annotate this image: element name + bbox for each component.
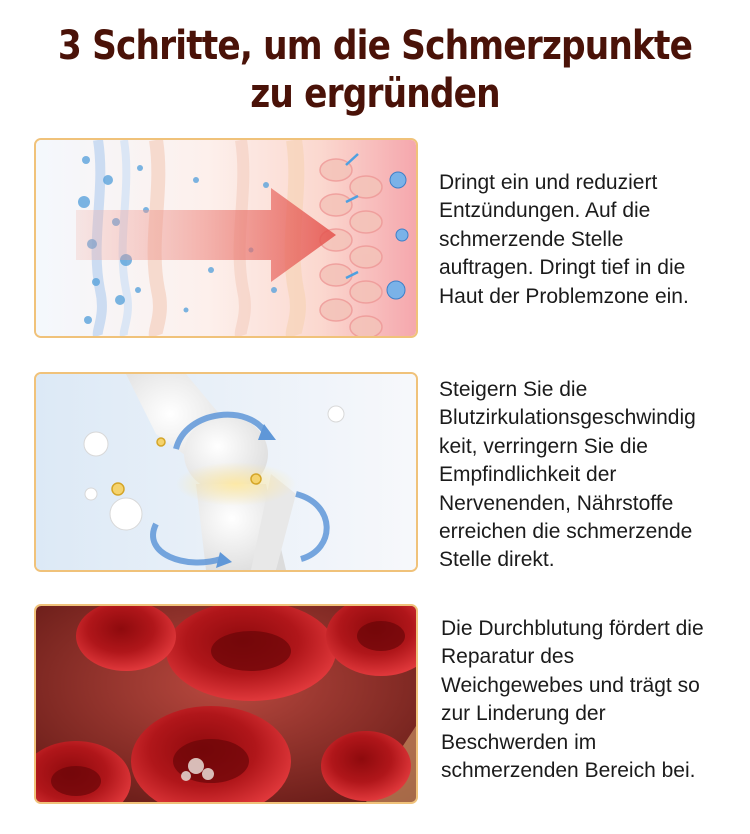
title-line-2: zu ergründen xyxy=(250,71,500,117)
step-1-line: schmerzende Stelle xyxy=(439,227,624,251)
step-3-line: schmerzenden Bereich bei. xyxy=(441,759,696,783)
step-2-line: erreichen die schmerzende xyxy=(439,520,693,544)
step-1-line: Entzündungen. Auf die xyxy=(439,199,651,223)
title-line-1: 3 Schritte, um die Schmerzpunkte xyxy=(57,23,693,69)
step-2-line: keit, verringern Sie die xyxy=(439,434,648,458)
step-1-line: auftragen. Dringt tief in die xyxy=(439,256,686,280)
step-2-line: Stelle direkt. xyxy=(439,548,555,572)
step-2-line: Nervenenden, Nährstoffe xyxy=(439,491,674,515)
step-1-line: Haut der Problemzone ein. xyxy=(439,284,689,308)
step-2-line: Steigern Sie die xyxy=(439,378,588,401)
step-1-description xyxy=(439,169,739,311)
step-1-line: Dringt ein und reduziert xyxy=(439,171,658,194)
step-3-image xyxy=(34,604,418,804)
page-title xyxy=(53,22,698,118)
step-3-line: zur Linderung der xyxy=(441,702,606,726)
step-3-line: Die Durchblutung fördert die xyxy=(441,617,704,640)
step-2-image xyxy=(34,372,418,572)
step-3-line: Weichgewebes und trägt so xyxy=(441,673,700,697)
step-3-line: Reparatur des xyxy=(441,645,575,669)
step-2-line: Empfindlichkeit der xyxy=(439,463,617,487)
step-3-line: Beschwerden im xyxy=(441,730,597,754)
step-1-image xyxy=(34,138,418,338)
step-2-description xyxy=(439,376,744,575)
step-2-line: Blutzirkulationsgeschwindig xyxy=(439,406,696,430)
step-3-description xyxy=(441,615,746,785)
